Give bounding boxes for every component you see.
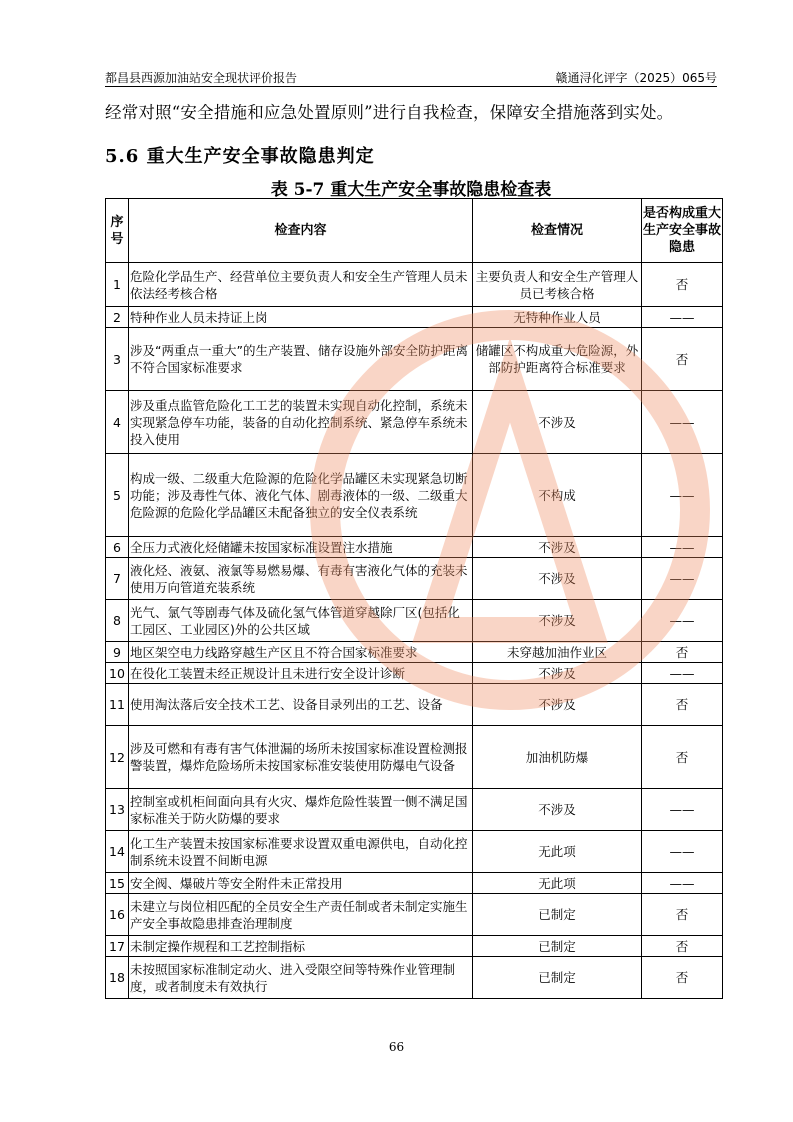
header-status: 检查情况	[473, 199, 642, 263]
row-number: 16	[106, 894, 129, 936]
row-check-status: 无此项	[473, 831, 642, 873]
row-check-content: 未建立与岗位相匹配的全员安全生产责任制或者未制定实施生产安全事故隐患排查治理制度	[129, 894, 473, 936]
table-row	[106, 600, 723, 642]
row-check-status: 未穿越加油作业区	[473, 642, 642, 663]
table-row	[106, 537, 723, 558]
row-check-content: 地区架空电力线路穿越生产区且不符合国家标准要求	[129, 642, 473, 663]
row-check-status: 加油机防爆	[473, 726, 642, 789]
table-row	[106, 307, 723, 328]
row-check-content: 液化烃、液氨、液氯等易燃易爆、有毒有害液化气体的充装未使用万向管道充装系统	[129, 558, 473, 600]
row-number: 15	[106, 873, 129, 894]
row-major-hazard: 否	[642, 684, 723, 726]
row-check-content: 控制室或机柜间面向具有火灾、爆炸危险性装置一侧不满足国家标准关于防火防爆的要求	[129, 789, 473, 831]
table-row	[106, 894, 723, 936]
row-major-hazard: ——	[642, 831, 723, 873]
page-header	[105, 68, 717, 87]
header-report-number: 赣通浔化评字（2025）065号	[555, 71, 717, 85]
row-major-hazard: 否	[642, 936, 723, 957]
row-number: 4	[106, 391, 129, 454]
header-report-title: 都昌县西源加油站安全现状评价报告	[105, 71, 298, 85]
row-check-status: 已制定	[473, 894, 642, 936]
row-major-hazard: ——	[642, 454, 723, 537]
row-check-status: 不涉及	[473, 558, 642, 600]
table-row	[106, 684, 723, 726]
page-number: 66	[388, 1040, 405, 1054]
row-number: 1	[106, 263, 129, 307]
table-row	[106, 957, 723, 999]
header-content: 检查内容	[129, 199, 473, 263]
row-major-hazard: ——	[642, 663, 723, 684]
table-row	[106, 263, 723, 307]
row-check-content: 光气、氯气等剧毒气体及硫化氢气体管道穿越除厂区(包括化工园区、工业园区)外的公共区域	[129, 600, 473, 642]
row-number: 5	[106, 454, 129, 537]
hazard-check-table	[105, 198, 723, 999]
row-check-status: 已制定	[473, 957, 642, 999]
row-check-content: 使用淘汰落后安全技术工艺、设备目录列出的工艺、设备	[129, 684, 473, 726]
header-no: 序号	[106, 199, 129, 263]
row-check-status: 不涉及	[473, 391, 642, 454]
row-major-hazard: 否	[642, 328, 723, 391]
row-check-status: 不涉及	[473, 537, 642, 558]
row-check-status: 不构成	[473, 454, 642, 537]
row-major-hazard: 否	[642, 642, 723, 663]
row-major-hazard: ——	[642, 537, 723, 558]
row-check-content: 全压力式液化烃储罐未按国家标准设置注水措施	[129, 537, 473, 558]
table-row	[106, 789, 723, 831]
table-row	[106, 936, 723, 957]
row-number: 2	[106, 307, 129, 328]
row-number: 7	[106, 558, 129, 600]
row-check-content: 构成一级、二级重大危险源的危险化学品罐区未实现紧急切断功能；涉及毒性气体、液化气体、剧毒液体的一级、二级重大危险源的危险化学品罐区未配备独立的安全仪表系统	[129, 454, 473, 537]
table-row	[106, 642, 723, 663]
row-check-content: 涉及“两重点一重大”的生产装置、储存设施外部安全防护距离不符合国家标准要求	[129, 328, 473, 391]
row-check-status: 不涉及	[473, 789, 642, 831]
row-check-status: 不涉及	[473, 684, 642, 726]
row-major-hazard: ——	[642, 391, 723, 454]
header-major: 是否构成重大生产安全事故隐患	[642, 199, 723, 263]
table-row	[106, 558, 723, 600]
row-number: 11	[106, 684, 129, 726]
row-major-hazard: ——	[642, 558, 723, 600]
table-row	[106, 391, 723, 454]
intro-paragraph: 经常对照“安全措施和应急处置原则”进行自我检查，保障安全措施落到实处。	[105, 103, 674, 122]
row-check-status: 已制定	[473, 936, 642, 957]
row-check-content: 危险化学品生产、经营单位主要负责人和安全生产管理人员未依法经考核合格	[129, 263, 473, 307]
row-check-status: 储罐区不构成重大危险源，外部防护距离符合标准要求	[473, 328, 642, 391]
row-number: 9	[106, 642, 129, 663]
row-major-hazard: 否	[642, 894, 723, 936]
row-number: 10	[106, 663, 129, 684]
table-row	[106, 726, 723, 789]
row-number: 3	[106, 328, 129, 391]
row-check-status: 无此项	[473, 873, 642, 894]
row-major-hazard: 否	[642, 957, 723, 999]
row-check-content: 未制定操作规程和工艺控制指标	[129, 936, 473, 957]
table-row	[106, 831, 723, 873]
row-number: 14	[106, 831, 129, 873]
row-major-hazard: ——	[642, 600, 723, 642]
row-check-content: 化工生产装置未按国家标准要求设置双重电源供电，自动化控制系统未设置不间断电源	[129, 831, 473, 873]
row-check-status: 不涉及	[473, 663, 642, 684]
row-check-content: 涉及可燃和有毒有害气体泄漏的场所未按国家标准设置检测报警装置，爆炸危险场所未按国家标准安装使用防爆电气设备	[129, 726, 473, 789]
row-major-hazard: ——	[642, 873, 723, 894]
row-major-hazard: ——	[642, 307, 723, 328]
row-check-status: 无特种作业人员	[473, 307, 642, 328]
table-row	[106, 873, 723, 894]
row-major-hazard: ——	[642, 789, 723, 831]
row-check-content: 在役化工装置未经正规设计且未进行安全设计诊断	[129, 663, 473, 684]
row-major-hazard: 否	[642, 263, 723, 307]
section-title: 5.6 重大生产安全事故隐患判定	[105, 146, 375, 167]
row-number: 18	[106, 957, 129, 999]
row-number: 8	[106, 600, 129, 642]
row-number: 6	[106, 537, 129, 558]
table-header-row	[106, 199, 723, 263]
table-row	[106, 663, 723, 684]
row-major-hazard: 否	[642, 726, 723, 789]
table-row	[106, 454, 723, 537]
row-number: 17	[106, 936, 129, 957]
table-row	[106, 328, 723, 391]
row-number: 13	[106, 789, 129, 831]
row-check-content: 特种作业人员未持证上岗	[129, 307, 473, 328]
row-check-status: 不涉及	[473, 600, 642, 642]
row-check-content: 涉及重点监管危险化工工艺的装置未实现自动化控制，系统未实现紧急停车功能，装备的自动化控制系统、紧急停车系统未投入使用	[129, 391, 473, 454]
row-check-status: 主要负责人和安全生产管理人员已考核合格	[473, 263, 642, 307]
row-check-content: 安全阀、爆破片等安全附件未正常投用	[129, 873, 473, 894]
row-check-content: 未按照国家标准制定动火、进入受限空间等特殊作业管理制度，或者制度未有效执行	[129, 957, 473, 999]
table-caption: 表 5-7 重大生产安全事故隐患检查表	[270, 180, 552, 200]
table-body	[106, 263, 723, 999]
row-number: 12	[106, 726, 129, 789]
